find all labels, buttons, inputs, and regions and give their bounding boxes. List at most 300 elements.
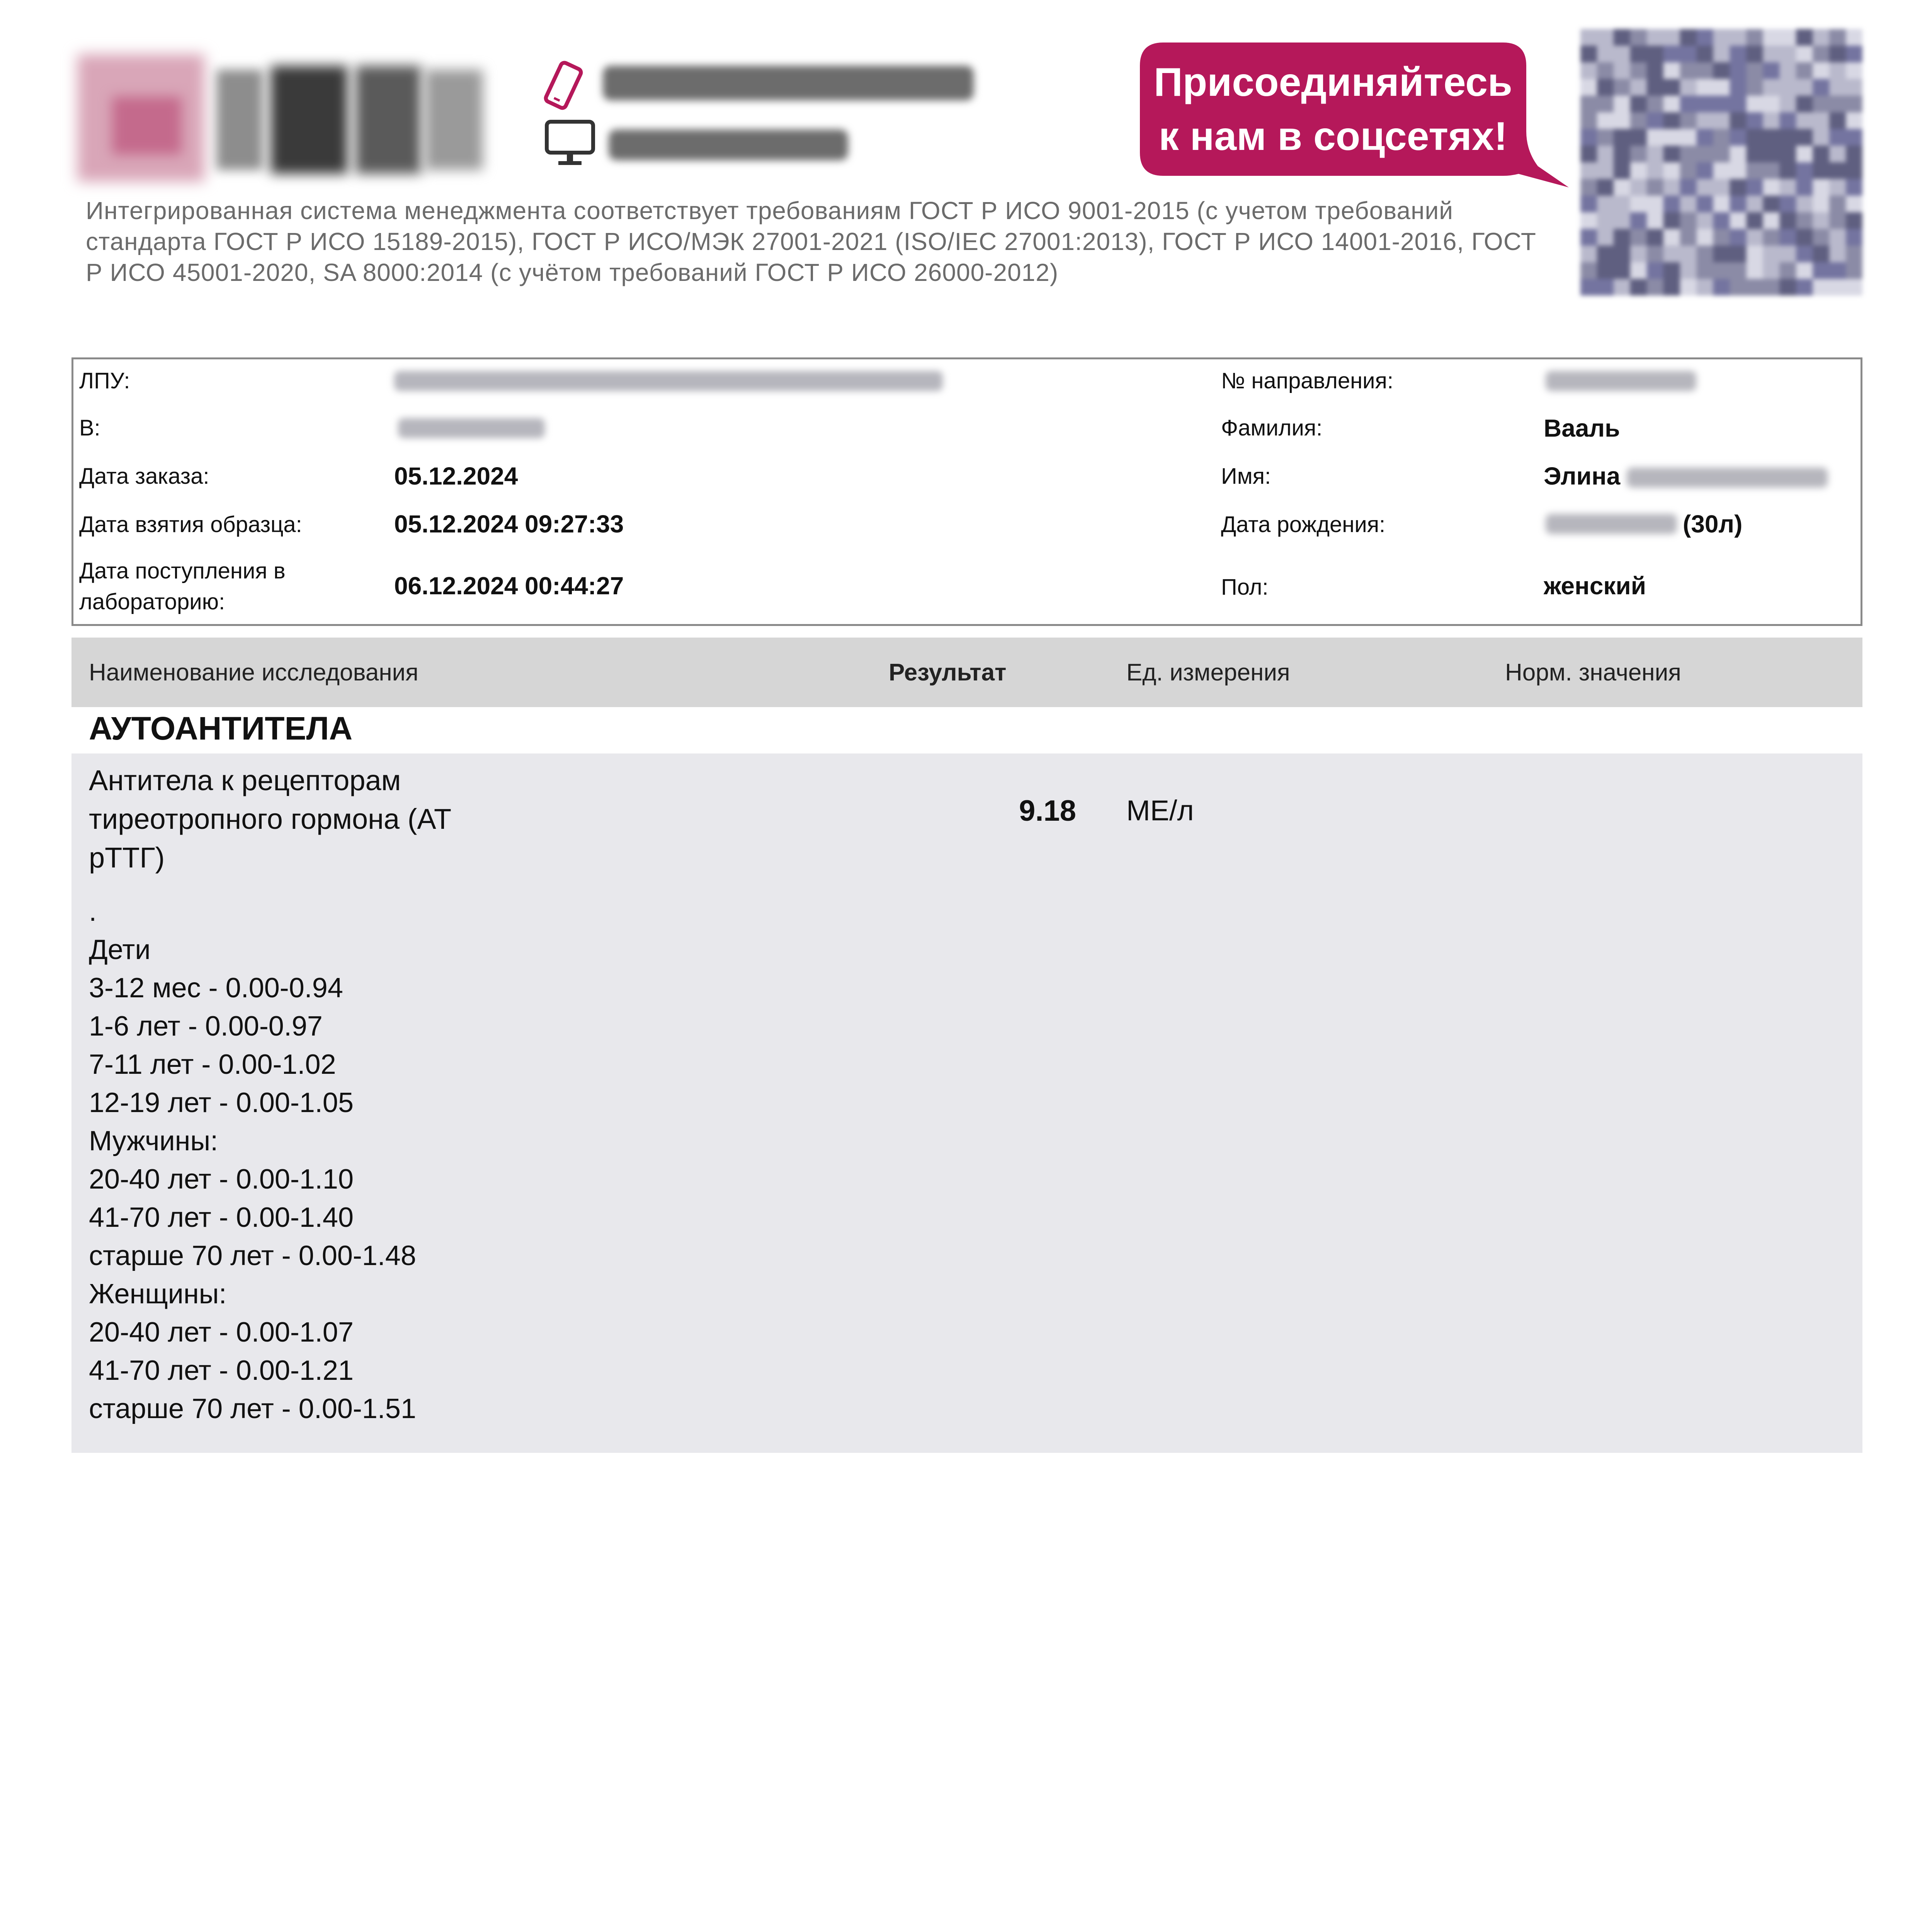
qr-cell <box>1713 129 1730 146</box>
qr-cell <box>1580 279 1597 296</box>
qr-cell <box>1647 96 1664 113</box>
qr-cell <box>1614 112 1631 129</box>
qr-cell <box>1713 279 1730 296</box>
arrival-date-label-line2: лабораторию: <box>79 589 225 614</box>
qr-cell <box>1647 129 1664 146</box>
qr-cell <box>1813 146 1830 163</box>
qr-cell <box>1796 146 1813 163</box>
qr-cell <box>1614 129 1631 146</box>
qr-pattern <box>1580 29 1862 296</box>
qr-cell <box>1597 46 1614 63</box>
reference-range-line: 1-6 лет - 0.00-0.97 <box>89 1011 323 1042</box>
surname-value: Вааль <box>1544 414 1620 442</box>
results-table-header <box>71 638 1862 707</box>
qr-cell <box>1829 62 1846 79</box>
lab-logo <box>77 54 483 182</box>
qr-cell <box>1663 146 1680 163</box>
qr-cell <box>1647 112 1664 129</box>
qr-cell <box>1647 79 1664 96</box>
test-name-line1: Антитела к рецепторам <box>89 764 401 796</box>
arrival-date-label-line1: Дата поступления в <box>79 558 286 583</box>
test-result-value: 9.18 <box>1019 794 1076 827</box>
qr-cell <box>1813 179 1830 196</box>
qr-cell <box>1846 62 1862 79</box>
qr-cell <box>1663 229 1680 246</box>
qr-cell <box>1630 162 1647 179</box>
qr-cell <box>1763 162 1780 179</box>
qr-cell <box>1680 212 1697 229</box>
surname-label: Фамилия: <box>1221 415 1323 440</box>
lpu-label: ЛПУ: <box>79 368 130 393</box>
qr-cell <box>1813 96 1830 113</box>
qr-cell <box>1779 279 1796 296</box>
reference-range-line: 41-70 лет - 0.00-1.40 <box>89 1202 354 1233</box>
qr-cell <box>1746 79 1763 96</box>
qr-cell <box>1713 29 1730 46</box>
qr-cell <box>1647 162 1664 179</box>
qr-cell <box>1597 262 1614 279</box>
qr-cell <box>1730 79 1747 96</box>
qr-cell <box>1713 246 1730 263</box>
qr-cell <box>1829 79 1846 96</box>
qr-cell <box>1763 246 1780 263</box>
qr-cell <box>1829 46 1846 63</box>
qr-cell <box>1647 196 1664 213</box>
qr-cell <box>1697 179 1714 196</box>
qr-cell <box>1614 96 1631 113</box>
qr-cell <box>1580 29 1597 46</box>
reference-range-line: Женщины: <box>89 1279 227 1310</box>
qr-cell <box>1829 229 1846 246</box>
qr-cell <box>1580 146 1597 163</box>
qr-cell <box>1647 262 1664 279</box>
social-banner-line1: Присоединяйтесь <box>1154 60 1512 105</box>
qr-cell <box>1630 46 1647 63</box>
qr-cell <box>1713 229 1730 246</box>
qr-cell <box>1829 96 1846 113</box>
qr-cell <box>1796 79 1813 96</box>
qr-cell <box>1647 46 1664 63</box>
qr-cell <box>1614 79 1631 96</box>
qr-cell <box>1630 179 1647 196</box>
qr-cell <box>1796 229 1813 246</box>
patronymic-redacted <box>1627 468 1828 488</box>
qr-cell <box>1680 229 1697 246</box>
qr-cell <box>1580 62 1597 79</box>
qr-cell <box>1597 112 1614 129</box>
qr-cell <box>1829 179 1846 196</box>
qr-cell <box>1713 62 1730 79</box>
reference-ranges <box>89 893 416 1428</box>
qr-cell <box>1663 279 1680 296</box>
name-label: Имя: <box>1221 464 1271 489</box>
qr-cell <box>1713 79 1730 96</box>
table-row <box>71 753 1862 1453</box>
qr-cell <box>1697 196 1714 213</box>
qr-cell <box>1763 146 1780 163</box>
qr-cell <box>1630 129 1647 146</box>
qr-cell <box>1597 29 1614 46</box>
qr-cell <box>1630 196 1647 213</box>
qr-cell <box>1779 246 1796 263</box>
birth-date-redacted <box>1546 514 1677 534</box>
reference-range-line: 20-40 лет - 0.00-1.07 <box>89 1317 354 1348</box>
qr-cell <box>1730 62 1747 79</box>
qr-cell <box>1796 279 1813 296</box>
test-unit: МЕ/л <box>1126 794 1194 827</box>
test-name-line2: тиреотропного гормона (АТ <box>89 803 452 835</box>
phone-number-redacted <box>603 66 974 100</box>
qr-cell <box>1779 262 1796 279</box>
qr-cell <box>1730 96 1747 113</box>
iso-certification-text: Интегрированная система менеджмента соответствует требованиям ГОСТ Р ИСО 9001-2015 (с учетом требований стандарта ГОСТ Р ИСО 15189-2015), ГОСТ Р ИСО/МЭК 27001-2021 (ISO/IEC 27001:2013), ГОСТ Р ИСО 14001-2016, ГОСТ Р ИСО 45001-2020, SA 8000:2014 (с учётом требований ГОСТ Р ИСО 26000-2012) <box>86 197 1536 286</box>
v-value-redacted <box>398 418 545 438</box>
qr-cell <box>1680 96 1697 113</box>
qr-cell <box>1597 79 1614 96</box>
qr-cell <box>1779 62 1796 79</box>
qr-cell <box>1580 229 1597 246</box>
qr-cell <box>1746 262 1763 279</box>
qr-cell <box>1779 146 1796 163</box>
website-redacted <box>609 129 848 160</box>
qr-cell <box>1813 196 1830 213</box>
reference-range-line: 3-12 мес - 0.00-0.94 <box>89 973 343 1003</box>
qr-cell <box>1813 229 1830 246</box>
column-result: Результат <box>889 659 1007 686</box>
qr-cell <box>1713 179 1730 196</box>
qr-cell <box>1763 112 1780 129</box>
qr-cell <box>1614 229 1631 246</box>
qr-cell <box>1580 46 1597 63</box>
qr-cell <box>1713 96 1730 113</box>
qr-cell <box>1630 62 1647 79</box>
qr-cell <box>1647 229 1664 246</box>
qr-cell <box>1730 179 1747 196</box>
qr-cell <box>1630 29 1647 46</box>
qr-cell <box>1813 212 1830 229</box>
qr-cell <box>1796 46 1813 63</box>
sex-value: женский <box>1544 572 1646 600</box>
qr-cell <box>1663 46 1680 63</box>
qr-cell <box>1580 79 1597 96</box>
qr-cell <box>1779 179 1796 196</box>
qr-cell <box>1763 46 1780 63</box>
qr-cell <box>1597 212 1614 229</box>
reference-range-line: старше 70 лет - 0.00-1.51 <box>89 1393 417 1424</box>
reference-range-line: 7-11 лет - 0.00-1.02 <box>89 1049 336 1080</box>
qr-cell <box>1663 212 1680 229</box>
sex-label: Пол: <box>1221 575 1269 600</box>
qr-cell <box>1597 62 1614 79</box>
qr-cell <box>1663 196 1680 213</box>
qr-cell <box>1597 146 1614 163</box>
qr-cell <box>1597 246 1614 263</box>
reference-range-line: Мужчины: <box>89 1126 218 1156</box>
qr-cell <box>1697 246 1714 263</box>
reference-range-line: старше 70 лет - 0.00-1.48 <box>89 1240 417 1271</box>
name-value: Элина <box>1544 462 1621 490</box>
qr-cell <box>1680 262 1697 279</box>
qr-cell <box>1846 79 1862 96</box>
qr-cell <box>1580 262 1597 279</box>
qr-cell <box>1697 262 1714 279</box>
qr-cell <box>1763 212 1780 229</box>
age-value: (30л) <box>1683 510 1743 538</box>
sample-date-label: Дата взятия образца: <box>79 512 302 537</box>
qr-cell <box>1680 79 1697 96</box>
qr-cell <box>1763 229 1780 246</box>
qr-cell <box>1796 112 1813 129</box>
qr-cell <box>1697 112 1714 129</box>
birth-date-label: Дата рождения: <box>1221 512 1386 537</box>
qr-cell <box>1796 179 1813 196</box>
qr-cell <box>1813 279 1830 296</box>
qr-cell <box>1614 46 1631 63</box>
qr-cell <box>1846 196 1862 213</box>
qr-cell <box>1796 29 1813 46</box>
qr-cell <box>1663 62 1680 79</box>
phone-icon <box>541 58 583 116</box>
qr-cell <box>1763 96 1780 113</box>
qr-cell <box>1597 229 1614 246</box>
qr-cell <box>1746 229 1763 246</box>
qr-cell <box>1779 162 1796 179</box>
qr-cell <box>1580 112 1597 129</box>
qr-cell <box>1630 246 1647 263</box>
qr-cell <box>1697 129 1714 146</box>
qr-cell <box>1663 112 1680 129</box>
qr-cell <box>1580 212 1597 229</box>
qr-cell <box>1713 212 1730 229</box>
qr-cell <box>1763 29 1780 46</box>
referral-number-redacted <box>1546 371 1696 391</box>
qr-cell <box>1680 112 1697 129</box>
qr-cell <box>1746 96 1763 113</box>
qr-cell <box>1846 162 1862 179</box>
qr-cell <box>1746 212 1763 229</box>
qr-cell <box>1597 179 1614 196</box>
order-date-value: 05.12.2024 <box>394 462 518 490</box>
qr-cell <box>1630 262 1647 279</box>
qr-cell <box>1813 79 1830 96</box>
qr-cell <box>1746 129 1763 146</box>
patient-info-box <box>71 357 1862 626</box>
qr-cell <box>1614 62 1631 79</box>
qr-cell <box>1580 246 1597 263</box>
qr-cell <box>1779 96 1796 113</box>
column-unit: Ед. измерения <box>1126 659 1290 686</box>
qr-cell <box>1580 196 1597 213</box>
qr-cell <box>1746 62 1763 79</box>
qr-cell <box>1663 79 1680 96</box>
qr-cell <box>1730 246 1747 263</box>
qr-cell <box>1630 229 1647 246</box>
qr-cell <box>1614 246 1631 263</box>
qr-cell <box>1829 196 1846 213</box>
qr-cell <box>1697 279 1714 296</box>
qr-cell <box>1713 112 1730 129</box>
qr-cell <box>1779 29 1796 46</box>
reference-range-line: . <box>89 896 97 927</box>
monitor-icon <box>543 118 597 168</box>
qr-cell <box>1846 212 1862 229</box>
qr-cell <box>1680 129 1697 146</box>
qr-cell <box>1697 212 1714 229</box>
referral-number-label: № направления: <box>1221 368 1394 393</box>
qr-cell <box>1663 96 1680 113</box>
qr-cell <box>1829 112 1846 129</box>
qr-cell <box>1580 129 1597 146</box>
reference-range-line: 41-70 лет - 0.00-1.21 <box>89 1355 354 1386</box>
qr-cell <box>1846 279 1862 296</box>
qr-cell <box>1647 179 1664 196</box>
qr-cell <box>1746 29 1763 46</box>
qr-cell <box>1663 162 1680 179</box>
qr-cell <box>1730 46 1747 63</box>
qr-cell <box>1730 29 1747 46</box>
qr-cell <box>1580 96 1597 113</box>
qr-cell <box>1614 212 1631 229</box>
qr-cell <box>1796 196 1813 213</box>
qr-cell <box>1813 62 1830 79</box>
qr-cell <box>1647 246 1664 263</box>
qr-cell <box>1763 262 1780 279</box>
qr-cell <box>1746 196 1763 213</box>
qr-cell <box>1813 246 1830 263</box>
qr-cell <box>1730 146 1747 163</box>
qr-cell <box>1730 112 1747 129</box>
qr-cell <box>1614 279 1631 296</box>
test-name <box>89 761 533 877</box>
qr-cell <box>1597 196 1614 213</box>
qr-cell <box>1796 62 1813 79</box>
section-title: АУТОАНТИТЕЛА <box>89 710 353 747</box>
qr-cell <box>1846 262 1862 279</box>
qr-cell <box>1779 79 1796 96</box>
qr-cell <box>1846 179 1862 196</box>
qr-cell <box>1829 279 1846 296</box>
qr-cell <box>1746 179 1763 196</box>
qr-cell <box>1630 212 1647 229</box>
qr-cell <box>1680 196 1697 213</box>
qr-cell <box>1663 179 1680 196</box>
qr-cell <box>1713 196 1730 213</box>
qr-cell <box>1614 146 1631 163</box>
qr-cell <box>1697 79 1714 96</box>
qr-cell <box>1630 279 1647 296</box>
qr-cell <box>1647 279 1664 296</box>
order-date-label: Дата заказа: <box>79 464 209 489</box>
qr-cell <box>1597 162 1614 179</box>
qr-cell <box>1663 262 1680 279</box>
qr-cell <box>1779 46 1796 63</box>
qr-cell <box>1697 62 1714 79</box>
qr-cell <box>1846 96 1862 113</box>
qr-cell <box>1813 46 1830 63</box>
qr-cell <box>1597 96 1614 113</box>
qr-cell <box>1846 146 1862 163</box>
qr-cell <box>1796 129 1813 146</box>
qr-cell <box>1796 246 1813 263</box>
qr-cell <box>1597 279 1614 296</box>
qr-cell <box>1779 129 1796 146</box>
qr-cell <box>1713 162 1730 179</box>
column-test-name: Наименование исследования <box>89 659 418 686</box>
qr-cell <box>1680 246 1697 263</box>
qr-cell <box>1713 146 1730 163</box>
qr-cell <box>1697 46 1714 63</box>
qr-cell <box>1829 212 1846 229</box>
reference-range-line: 12-19 лет - 0.00-1.05 <box>89 1087 354 1118</box>
qr-cell <box>1846 112 1862 129</box>
qr-cell <box>1697 162 1714 179</box>
qr-cell <box>1680 162 1697 179</box>
reference-range-line: Дети <box>89 934 151 965</box>
qr-cell <box>1829 162 1846 179</box>
social-banner-line2: к нам в соцсетях! <box>1158 114 1508 159</box>
column-norm: Норм. значения <box>1505 659 1681 686</box>
qr-code[interactable] <box>1580 29 1862 296</box>
qr-cell <box>1796 96 1813 113</box>
qr-cell <box>1763 196 1780 213</box>
qr-cell <box>1630 79 1647 96</box>
sample-date-value: 05.12.2024 09:27:33 <box>394 510 624 538</box>
qr-cell <box>1680 46 1697 63</box>
qr-cell <box>1614 179 1631 196</box>
qr-cell <box>1597 129 1614 146</box>
qr-cell <box>1763 179 1780 196</box>
qr-cell <box>1796 262 1813 279</box>
qr-cell <box>1813 29 1830 46</box>
qr-cell <box>1647 146 1664 163</box>
qr-cell <box>1746 162 1763 179</box>
qr-cell <box>1746 46 1763 63</box>
qr-cell <box>1730 196 1747 213</box>
qr-cell <box>1713 46 1730 63</box>
qr-cell <box>1746 246 1763 263</box>
qr-cell <box>1580 179 1597 196</box>
qr-cell <box>1663 129 1680 146</box>
qr-cell <box>1779 212 1796 229</box>
qr-cell <box>1680 279 1697 296</box>
qr-cell <box>1779 229 1796 246</box>
qr-cell <box>1580 162 1597 179</box>
qr-cell <box>1630 112 1647 129</box>
qr-cell <box>1763 79 1780 96</box>
qr-cell <box>1614 196 1631 213</box>
qr-cell <box>1630 146 1647 163</box>
qr-cell <box>1846 129 1862 146</box>
qr-cell <box>1680 179 1697 196</box>
qr-cell <box>1829 146 1846 163</box>
qr-cell <box>1829 262 1846 279</box>
qr-cell <box>1614 29 1631 46</box>
qr-cell <box>1730 162 1747 179</box>
qr-cell <box>1663 29 1680 46</box>
qr-cell <box>1663 246 1680 263</box>
qr-cell <box>1779 196 1796 213</box>
qr-cell <box>1829 129 1846 146</box>
qr-cell <box>1846 246 1862 263</box>
test-name-line3: рТТГ) <box>89 842 165 874</box>
qr-cell <box>1697 96 1714 113</box>
social-banner[interactable] <box>1140 43 1573 189</box>
arrival-date-value: 06.12.2024 00:44:27 <box>394 572 624 600</box>
qr-cell <box>1713 262 1730 279</box>
qr-cell <box>1796 162 1813 179</box>
qr-cell <box>1680 62 1697 79</box>
qr-cell <box>1779 112 1796 129</box>
